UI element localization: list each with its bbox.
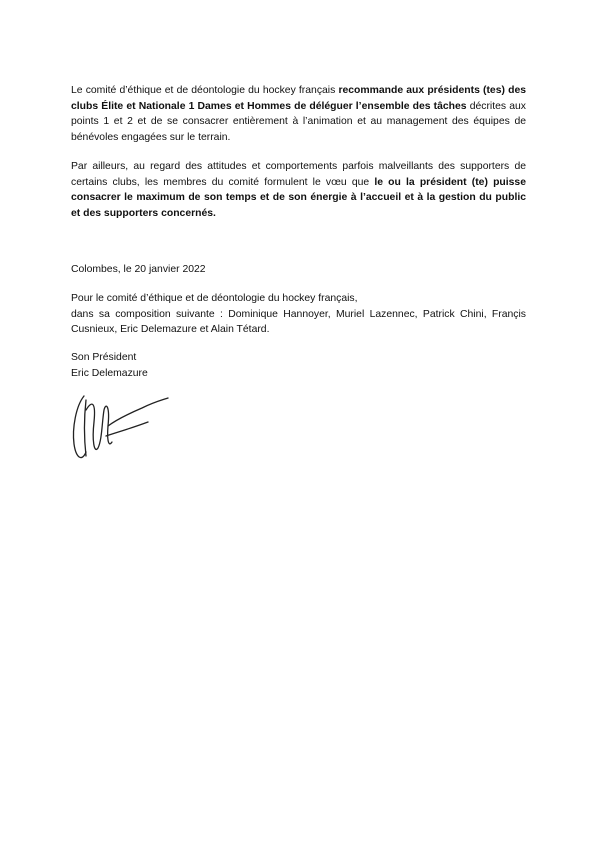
text-span: Par ailleurs, au regard des attitudes et comportements parfois malveillants des supporters de certains clubs, les membres du comité formulent le vœu que xyxy=(71,161,526,188)
date-line: Colombes, le 20 janvier 2022 xyxy=(71,264,206,275)
handwritten-signature xyxy=(70,392,175,464)
bold-span: le ou la président (te) puisse consacrer le maximum de son temps et de son énergie à l’accueil et à la gestion du public et des supporters concernés. xyxy=(71,176,526,219)
text-span: Le comité d’éthique et de déontologie du hockey français xyxy=(71,85,339,96)
paragraph-committee xyxy=(71,291,526,338)
text-span: Pour le comité d’éthique et de déontologie du hockey français, xyxy=(71,293,358,304)
paragraph-recommendation xyxy=(71,83,526,145)
signatory-title: Son Président xyxy=(71,352,137,363)
bold-span: recommande aux présidents (tes) des clubs Élite et Nationale 1 Dames et Hommes de déléguer l’ensemble des tâches xyxy=(71,85,526,112)
paragraph-supporters xyxy=(71,159,526,221)
signatory-name: Eric Delemazure xyxy=(71,368,148,379)
text-span: dans sa composition suivante : Dominique Hannoyer, Muriel Lazennec, Patrick Chini, Françis Cusnieux, Eric Delemazure et Alain Tétard. xyxy=(71,308,526,336)
text-span: décrites aux points 1 et 2 et de se consacrer entièrement à l’animation et au management des équipes de bénévoles engagées sur le terrain. xyxy=(71,100,526,143)
